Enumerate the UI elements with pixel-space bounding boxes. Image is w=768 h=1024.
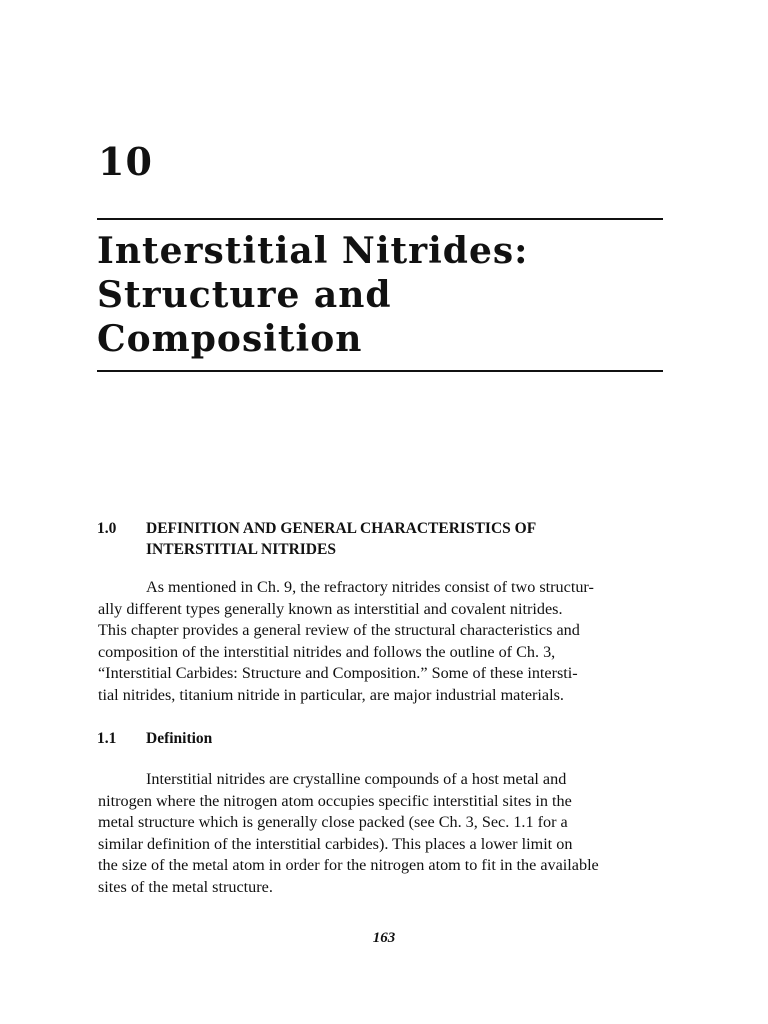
- paragraph-line: Interstitial nitrides are crystalline compounds of a host metal and: [146, 770, 567, 788]
- paragraph-line: nitrogen where the nitrogen atom occupies specific interstitial sites in the: [98, 791, 572, 810]
- paragraph-line: sites of the metal structure.: [98, 877, 273, 896]
- paragraph-line: composition of the interstitial nitrides and follows the outline of Ch. 3,: [98, 642, 556, 661]
- chapter-title-line: Composition: [97, 318, 363, 360]
- section-number: 1.0: [97, 520, 117, 537]
- section-heading-line: DEFINITION AND GENERAL CHARACTERISTICS OF: [146, 520, 537, 537]
- paragraph-line: the size of the metal atom in order for the nitrogen atom to fit in the available: [98, 856, 599, 875]
- section-heading-1-1: [97, 728, 666, 749]
- page-number: 163: [372, 930, 396, 946]
- chapter-title-line: Interstitial Nitrides:: [97, 230, 529, 272]
- paragraph-line: similar definition of the interstitial carbides). This places a lower limit on: [98, 834, 573, 853]
- paragraph-line: This chapter provides a general review of the structural characteristics and: [98, 621, 580, 640]
- paragraph-line: “Interstitial Carbides: Structure and Composition.” Some of these intersti-: [98, 664, 578, 683]
- paragraph-1-1: [98, 769, 666, 899]
- title-rule-bottom: [97, 370, 663, 372]
- chapter-number: 10: [98, 139, 153, 184]
- section-heading-line: INTERSTITIAL NITRIDES: [146, 541, 336, 558]
- paragraph-1-0: [98, 577, 666, 707]
- chapter-title: [97, 229, 677, 361]
- section-heading-1-0: [97, 518, 666, 560]
- paragraph-line: tial nitrides, titanium nitride in particular, are major industrial materials.: [98, 685, 564, 704]
- chapter-title-line: Structure and: [97, 274, 392, 316]
- paragraph-line: As mentioned in Ch. 9, the refractory nitrides consist of two structur-: [146, 578, 594, 596]
- paragraph-line: metal structure which is generally close packed (see Ch. 3, Sec. 1.1 for a: [98, 813, 568, 832]
- section-number: 1.1: [97, 730, 117, 747]
- paragraph-line: ally different types generally known as interstitial and covalent nitrides.: [98, 599, 563, 618]
- title-rule-top: [97, 218, 663, 220]
- section-heading-line: Definition: [146, 730, 213, 747]
